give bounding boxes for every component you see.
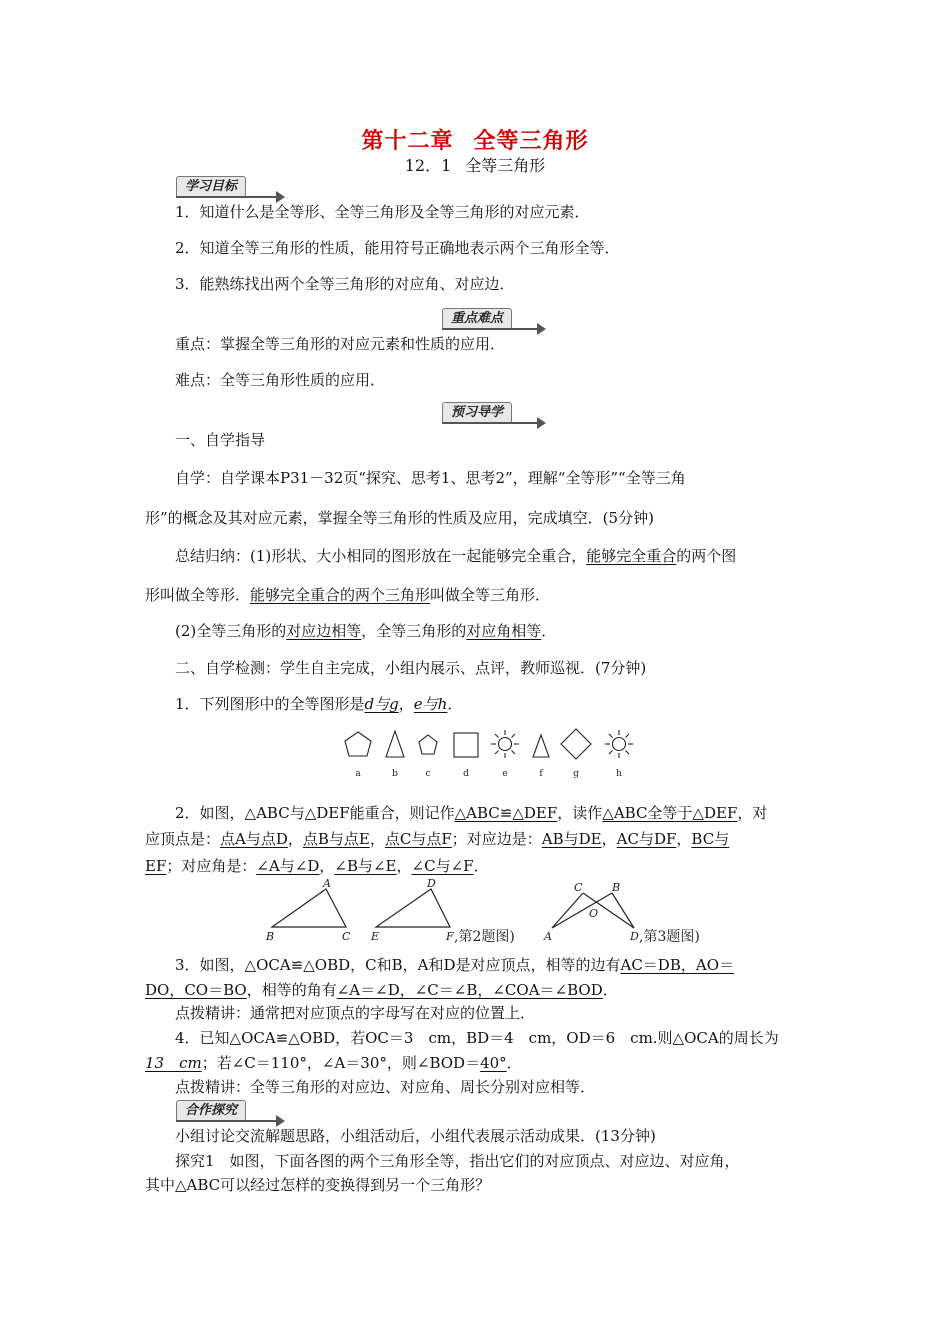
shapes-figure bbox=[340, 728, 650, 784]
question-4: 4．已知△OCA≌△OBD，若OC＝3 cm，BD＝4 cm，OD＝6 cm.则△OCA的周长为 bbox=[175, 1029, 779, 1047]
question-text: ，读作 bbox=[557, 804, 603, 822]
answer-text: 能够完全重合 bbox=[586, 547, 677, 565]
vertex-label: E bbox=[371, 930, 380, 943]
triangle-shape-b bbox=[386, 731, 404, 757]
vertex-label: F bbox=[446, 930, 454, 943]
question-text: ． bbox=[473, 857, 489, 875]
vertex-label: C bbox=[342, 930, 351, 943]
goal-item: 1．知道什么是全等形、全等三角形及全等三角形的对应元素． bbox=[175, 203, 590, 221]
answer-text: 点A与点D bbox=[220, 830, 288, 848]
question-text: ， bbox=[601, 830, 617, 848]
tip-text: 点拨精讲：全等三角形的对应边、对应角、周长分别对应相等． bbox=[175, 1078, 596, 1096]
triangle-abc bbox=[272, 889, 346, 927]
summary-text: 形叫做全等形． bbox=[145, 586, 251, 604]
question-text: ． bbox=[506, 1054, 522, 1072]
shape-label: g bbox=[573, 769, 579, 779]
question-text: 3．如图，△OCA≌△OBD，C和B，A和D是对应顶点，相等的边有 bbox=[175, 956, 621, 974]
question-text: ． bbox=[602, 981, 618, 999]
cooperate-intro: 小组讨论交流解题思路，小组活动后，小组代表展示活动成果．(13分钟) bbox=[175, 1127, 656, 1145]
cooperate-banner-label: 合作探究 bbox=[176, 1100, 246, 1122]
vertex-label: C bbox=[574, 881, 583, 894]
answer-text: DO，CO＝BO bbox=[145, 981, 247, 999]
question-text: ，相等的角有 bbox=[246, 981, 337, 999]
answer-text: EF bbox=[145, 857, 167, 875]
vertex-label: A bbox=[544, 930, 552, 943]
preview-banner bbox=[442, 402, 547, 424]
summary-line bbox=[145, 585, 550, 605]
difficult-point-text: 难点：全等三角形性质的应用． bbox=[175, 371, 386, 389]
answer-text: AC与DF bbox=[616, 830, 677, 848]
answer-text: 13 cm bbox=[145, 1054, 202, 1072]
tip-text: 点拨精讲：通常把对应顶点的字母写在对应的位置上． bbox=[175, 1004, 536, 1022]
answer-text: d与g bbox=[364, 695, 399, 713]
answer-text: 能够完全重合的两个三角形 bbox=[250, 586, 431, 604]
summary-text: ． bbox=[541, 622, 557, 640]
pentagon-shape-a bbox=[345, 732, 371, 756]
shape-label: e bbox=[502, 769, 508, 779]
answer-text: 点C与点F bbox=[384, 830, 452, 848]
section-title bbox=[0, 153, 950, 176]
summary-line bbox=[175, 546, 736, 566]
vertex-label: D bbox=[427, 877, 436, 890]
question-text: ， bbox=[396, 857, 412, 875]
answer-text: ∠A＝∠D，∠C＝∠B，∠COA＝∠BOD bbox=[336, 981, 603, 999]
cooperate-banner bbox=[176, 1100, 286, 1122]
answer-text: 对应角相等 bbox=[466, 622, 542, 640]
vertex-label: B bbox=[612, 881, 621, 894]
explore-1: 其中△ABC可以经过怎样的变换得到另一个三角形？ bbox=[145, 1176, 491, 1194]
question-4 bbox=[145, 1053, 522, 1073]
summary-text: (2)全等三角形的 bbox=[175, 622, 287, 640]
section-number: 12．1 bbox=[404, 156, 452, 175]
question-2 bbox=[175, 803, 767, 823]
vertex-label: O bbox=[589, 907, 599, 920]
question-text: ；对应边是： bbox=[451, 830, 542, 848]
self-study-intro: 形”的概念及其对应元素，掌握全等三角形的性质及应用，完成填空．(5分钟) bbox=[145, 509, 654, 527]
key-points-banner bbox=[442, 308, 547, 330]
question-3 bbox=[145, 980, 618, 1000]
summary-text: 的两个图 bbox=[676, 547, 737, 565]
banner-rule bbox=[176, 196, 276, 198]
triangle-shape-f bbox=[533, 735, 549, 757]
question-2 bbox=[145, 856, 489, 876]
banner-rule bbox=[442, 422, 537, 424]
key-points-banner-label: 重点难点 bbox=[442, 308, 512, 330]
square-shape-d bbox=[454, 733, 478, 757]
triangle-def bbox=[376, 889, 450, 927]
summary-text: 总结归纳：(1)形状、大小相同的图形放在一起能够完全重合， bbox=[175, 547, 587, 565]
question-text: ， bbox=[398, 695, 414, 713]
summary-text: 叫做全等三角形． bbox=[430, 586, 551, 604]
goal-item: 2．知道全等三角形的性质，能用符号正确地表示两个三角形全等． bbox=[175, 239, 620, 257]
question-text: ， bbox=[676, 830, 692, 848]
question-text: ， bbox=[287, 830, 303, 848]
sun-shape-h bbox=[605, 730, 633, 758]
question-text: ， bbox=[369, 830, 385, 848]
question-2 bbox=[145, 829, 729, 849]
goal-item: 3．能熟练找出两个全等三角形的对应角、对应边． bbox=[175, 275, 515, 293]
answer-text: e与h bbox=[413, 695, 448, 713]
answer-text: △ABC全等于△DEF bbox=[602, 804, 738, 822]
answer-text: BC与 bbox=[691, 830, 730, 848]
shape-label: h bbox=[616, 769, 622, 779]
banner-rule bbox=[442, 328, 537, 330]
self-study-heading: 一、自学指导 bbox=[175, 431, 266, 449]
shape-label: b bbox=[392, 769, 398, 779]
section-name: 全等三角形 bbox=[465, 156, 546, 175]
question-text: ，对 bbox=[737, 804, 768, 822]
pentagon-shape-c bbox=[419, 735, 437, 754]
triangle-figures bbox=[260, 874, 740, 946]
diamond-shape-g bbox=[561, 729, 591, 759]
explore-1: 探究1 如图，下面各图的两个三角形全等，指出它们的对应顶点、对应边、对应角， bbox=[175, 1152, 740, 1170]
sun-shape-e bbox=[491, 730, 519, 758]
self-study-intro: 自学：自学课本P31－32页“探究、思考1、思考2”，理解“全等形”“全等三角 bbox=[175, 469, 686, 487]
answer-text: ∠A与∠D bbox=[256, 857, 320, 875]
key-point-text: 重点：掌握全等三角形的对应元素和性质的应用． bbox=[175, 335, 506, 353]
question-text: ， bbox=[319, 857, 335, 875]
vertex-label: A bbox=[323, 877, 331, 890]
figure-caption: ,第2题图) bbox=[454, 929, 515, 945]
answer-text: △ABC≌△DEF bbox=[454, 804, 558, 822]
banner-rule bbox=[176, 1120, 276, 1122]
question-text: 2．如图，△ABC与△DEF能重合，则记作 bbox=[175, 804, 455, 822]
goals-banner-label: 学习目标 bbox=[176, 176, 246, 198]
answer-text: ∠C与∠F bbox=[411, 857, 474, 875]
preview-banner-label: 预习导学 bbox=[442, 402, 512, 424]
question-text: 1．下列图形中的全等图形是 bbox=[175, 695, 365, 713]
answer-text: AB与DE bbox=[541, 830, 602, 848]
shape-label: a bbox=[355, 769, 361, 779]
figure-caption: ,第3题图) bbox=[639, 929, 700, 945]
summary-line bbox=[175, 621, 556, 641]
summary-text: ，全等三角形的 bbox=[361, 622, 467, 640]
question-1 bbox=[175, 694, 462, 714]
question-3 bbox=[175, 955, 734, 975]
answer-text: AC＝DB，AO＝ bbox=[620, 956, 734, 974]
question-text: ；对应角是： bbox=[166, 857, 257, 875]
banner-arrow-icon bbox=[537, 417, 546, 429]
shape-label: d bbox=[463, 769, 469, 779]
chapter-name: 全等三角形 bbox=[473, 129, 589, 154]
shape-label: f bbox=[539, 769, 543, 779]
answer-text: 点B与点E bbox=[302, 830, 370, 848]
answer-text: 对应边相等 bbox=[286, 622, 362, 640]
question-text: ；若∠C＝110°，∠A＝30°，则∠BOD＝ bbox=[201, 1054, 481, 1072]
vertex-label: B bbox=[266, 930, 275, 943]
chapter-title bbox=[0, 124, 950, 155]
answer-text: ∠B与∠E bbox=[334, 857, 397, 875]
goals-banner bbox=[176, 176, 286, 198]
vertex-label: D bbox=[630, 930, 639, 943]
shape-label: c bbox=[425, 769, 431, 779]
self-check-heading: 二、自学检测：学生自主完成，小组内展示、点评，教师巡视．(7分钟) bbox=[175, 659, 647, 677]
question-text: 应顶点是： bbox=[145, 830, 221, 848]
chapter-number: 第十二章 bbox=[361, 129, 454, 154]
banner-arrow-icon bbox=[537, 323, 546, 335]
question-text: ． bbox=[447, 695, 463, 713]
answer-text: 40° bbox=[480, 1054, 507, 1072]
